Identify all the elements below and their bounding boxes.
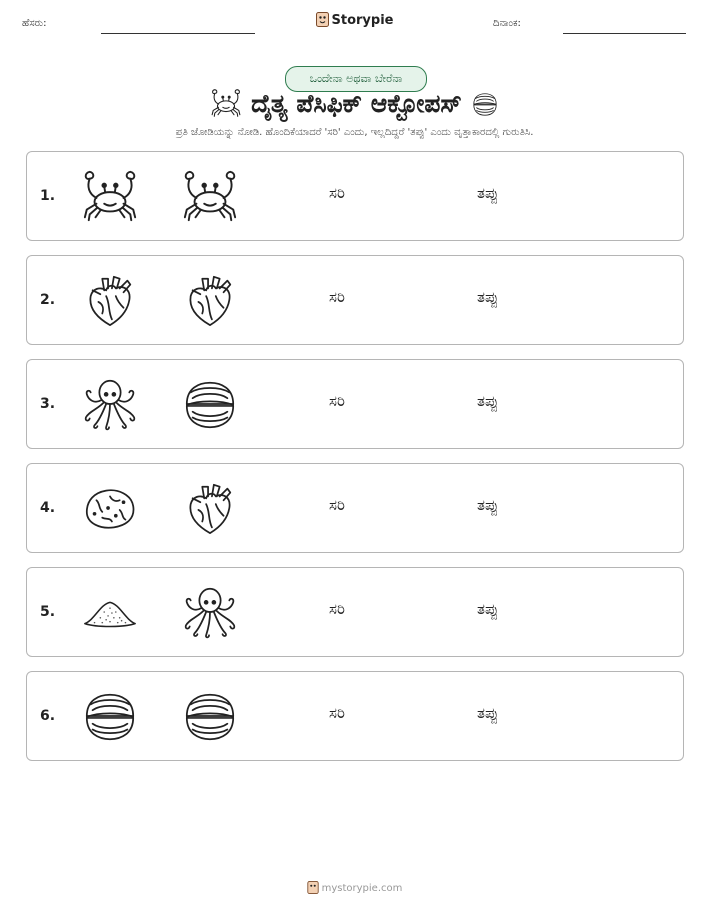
question-card	[26, 255, 684, 345]
question-number: 3.	[40, 396, 56, 412]
sand-icon	[81, 584, 139, 640]
false-option[interactable]: ತಪ್ಪು	[477, 600, 499, 618]
crab-icon	[81, 168, 139, 224]
true-option[interactable]: ಸರಿ	[329, 184, 345, 202]
question-card	[26, 671, 684, 761]
question-number: 1.	[40, 188, 56, 204]
heart-icon	[181, 272, 239, 328]
question-card	[26, 359, 684, 449]
crab-icon	[181, 168, 239, 224]
question-number: 2.	[40, 292, 56, 308]
storypie-logo-icon	[307, 881, 319, 894]
true-option[interactable]: ಸರಿ	[329, 496, 345, 514]
heart-icon	[181, 480, 239, 536]
clam-icon	[181, 376, 239, 432]
name-line[interactable]	[101, 33, 255, 34]
question-card	[26, 151, 684, 241]
clam-icon	[181, 688, 239, 744]
question-number: 5.	[40, 604, 56, 620]
true-option[interactable]: ಸರಿ	[329, 600, 345, 618]
question-number: 6.	[40, 708, 56, 724]
name-label: ಹೆಸರು:	[22, 18, 47, 29]
footer-url: mystorypie.com	[321, 883, 403, 894]
title-text: ದೈತ್ಯ ಪೆಸಿಫಿಕ್ ಆಕ್ಟೋಪಸ್	[251, 89, 462, 118]
heart-icon	[81, 272, 139, 328]
date-line[interactable]	[563, 33, 686, 34]
footer	[0, 881, 709, 894]
true-option[interactable]: ಸರಿ	[329, 392, 345, 410]
question-card	[26, 567, 684, 657]
crab-icon	[210, 88, 242, 118]
date-label: ದಿನಾಂಕ:	[493, 18, 521, 29]
instruction-text: ಪ್ರತಿ ಜೋಡಿಯನ್ನು ನೋಡಿ. ಹೊಂದಿಕೆಯಾದರೆ 'ಸರಿ' ಎಂದು, ಇಲ್ಲದಿದ್ದರೆ 'ತಪ್ಪು' ಎಂದು ವೃತ್ತಾಕಾರದಲ್ಲಿ ಗುರುತಿಸಿ.	[175, 127, 534, 138]
brand-name: Storypie	[331, 13, 394, 28]
brand-logo	[0, 12, 709, 28]
false-option[interactable]: ತಪ್ಪು	[477, 392, 499, 410]
false-option[interactable]: ತಪ್ಪು	[477, 288, 499, 306]
question-number: 4.	[40, 500, 56, 516]
clam-icon	[471, 90, 499, 118]
page-title	[0, 88, 709, 119]
question-card	[26, 463, 684, 553]
clam-icon	[81, 688, 139, 744]
rock-icon	[81, 480, 139, 536]
worksheet-type-badge: ಒಂದೇನಾ ಅಥವಾ ಬೇರೆನಾ	[285, 66, 427, 92]
false-option[interactable]: ತಪ್ಪು	[477, 184, 499, 202]
true-option[interactable]: ಸರಿ	[329, 288, 345, 306]
false-option[interactable]: ತಪ್ಪು	[477, 704, 499, 722]
true-option[interactable]: ಸರಿ	[329, 704, 345, 722]
false-option[interactable]: ತಪ್ಪು	[477, 496, 499, 514]
storypie-logo-icon	[316, 12, 329, 27]
octopus-icon	[81, 376, 139, 432]
octopus-icon	[181, 584, 239, 640]
